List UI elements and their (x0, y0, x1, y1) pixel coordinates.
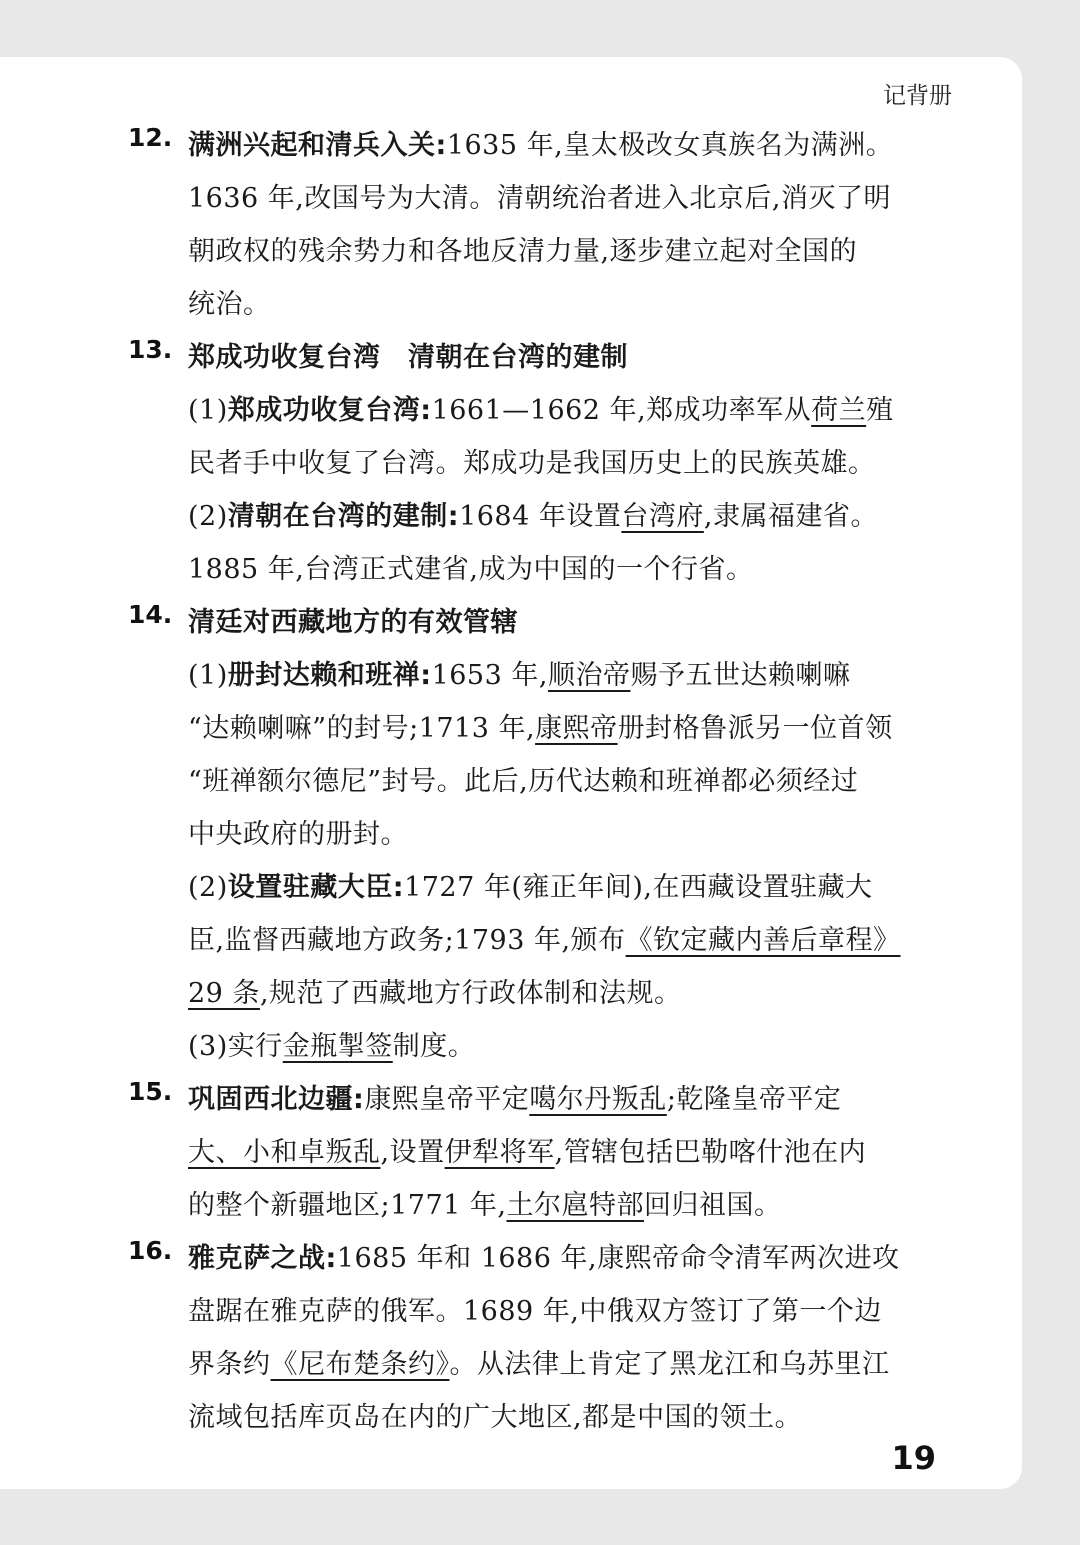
page (0, 57, 1022, 1489)
item-line: 界条约《尼布楚条约》。从法律上肯定了黑龙江和乌苏里江 (188, 1349, 890, 1380)
item-line: 盘踞在雅克萨的俄军。1689 年,中俄双方签订了第一个边 (188, 1296, 882, 1327)
item-number: 13. (128, 335, 173, 364)
key-term: 荷兰 (811, 395, 867, 426)
item-line: 29 条,规范了西藏地方行政体制和法规。 (188, 978, 682, 1009)
item-title: 巩固西北边疆 (188, 1084, 353, 1115)
subitem-title: 清朝在台湾的建制 (227, 501, 448, 532)
item-line: 统治。 (188, 289, 271, 320)
page-header: 记背册 (883, 83, 952, 109)
subitem-title: 郑成功收复台湾 (227, 395, 421, 426)
item-title: 雅克萨之战 (188, 1243, 326, 1274)
item-line: 雅克萨之战:1685 年和 1686 年,康熙帝命令清军两次进攻 (188, 1243, 900, 1274)
key-term: 《钦定藏内善后章程》 (625, 925, 901, 956)
item-line: 中央政府的册封。 (188, 819, 408, 850)
item-number: 12. (128, 123, 173, 152)
key-term: 大、小和卓叛乱 (188, 1137, 381, 1168)
key-term: 29 条 (188, 978, 260, 1009)
item-number: 14. (128, 600, 173, 629)
item-line: (2)设置驻藏大臣:1727 年(雍正年间),在西藏设置驻藏大 (188, 872, 873, 903)
key-term: 台湾府 (621, 501, 704, 532)
key-term: 噶尔丹叛乱 (529, 1084, 667, 1115)
item-line: 民者手中收复了台湾。郑成功是我国历史上的民族英雄。 (188, 448, 876, 479)
item-number: 15. (128, 1077, 173, 1106)
key-term: 土尔扈特部 (506, 1190, 644, 1221)
key-term: 伊犁将军 (444, 1137, 555, 1168)
item-line: 满洲兴起和清兵入关:1635 年,皇太极改女真族名为满洲。 (188, 130, 894, 161)
item-line: 的整个新疆地区;1771 年,土尔扈特部回归祖国。 (188, 1190, 782, 1221)
item-title: 清廷对西藏地方的有效管辖 (188, 607, 518, 638)
item-line: 臣,监督西藏地方政务;1793 年,颁布《钦定藏内善后章程》 (188, 925, 901, 956)
item-title: 郑成功收复台湾 清朝在台湾的建制 (188, 342, 628, 373)
item-line: (1)郑成功收复台湾:1661—1662 年,郑成功率军从荷兰殖 (188, 395, 894, 426)
item-line: 巩固西北边疆:康熙皇帝平定噶尔丹叛乱;乾隆皇帝平定 (188, 1084, 842, 1115)
item-number: 16. (128, 1236, 173, 1265)
item-line: (3)实行金瓶掣签制度。 (188, 1031, 476, 1062)
item-line: (1)册封达赖和班禅:1653 年,顺治帝赐予五世达赖喇嘛 (188, 660, 851, 691)
item-line: 1636 年,改国号为大清。清朝统治者进入北京后,消灭了明 (188, 183, 891, 214)
page-number: 19 (891, 1439, 936, 1477)
key-term: 顺治帝 (547, 660, 631, 691)
item-line: “班禅额尔德尼”封号。此后,历代达赖和班禅都必须经过 (188, 766, 859, 797)
item-line: (2)清朝在台湾的建制:1684 年设置台湾府,隶属福建省。 (188, 501, 878, 532)
item-line: “达赖喇嘛”的封号;1713 年,康熙帝册封格鲁派另一位首领 (188, 713, 893, 744)
subitem-title: 册封达赖和班禅 (227, 660, 421, 691)
item-line: 朝政权的残余势力和各地反清力量,逐步建立起对全国的 (188, 236, 858, 267)
item-line: 1885 年,台湾正式建省,成为中国的一个行省。 (188, 554, 754, 585)
item-title: 满洲兴起和清兵入关 (188, 130, 436, 161)
key-term: 康熙帝 (535, 713, 618, 744)
item-line: 流域包括库页岛在内的广大地区,都是中国的领土。 (188, 1402, 803, 1433)
item-line: 大、小和卓叛乱,设置伊犁将军,管辖包括巴勒喀什池在内 (188, 1137, 867, 1168)
subitem-title: 设置驻藏大臣 (227, 872, 393, 903)
key-term: 《尼布楚条约》 (270, 1349, 450, 1380)
key-term: 金瓶掣签 (282, 1031, 393, 1062)
